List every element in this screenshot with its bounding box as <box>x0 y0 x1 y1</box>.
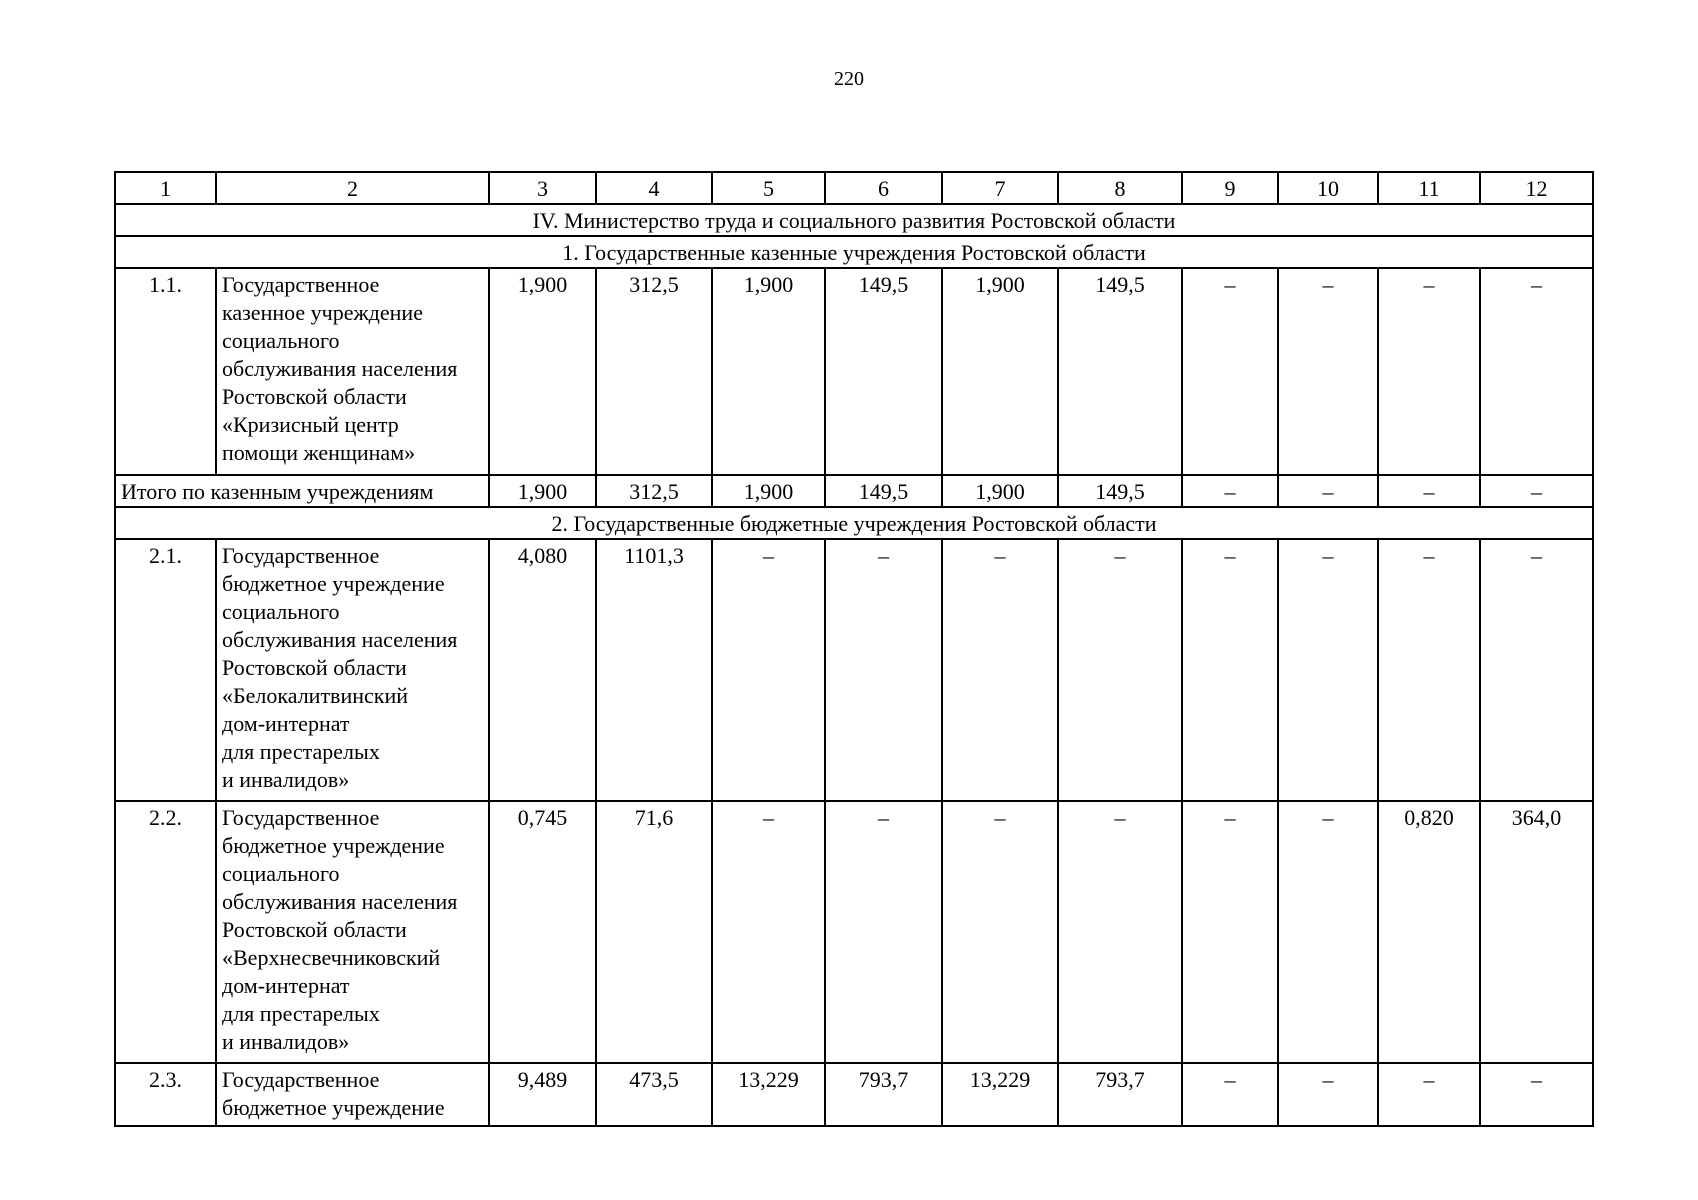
value-cell: – <box>1480 268 1593 475</box>
value-cell: 4,080 <box>489 539 596 801</box>
value-cell: – <box>1058 801 1182 1063</box>
ministry-heading: IV. Министерство труда и социального развития Ростовской области <box>115 204 1593 236</box>
column-number: 5 <box>712 172 825 204</box>
column-number: 3 <box>489 172 596 204</box>
value-cell: – <box>1278 1063 1378 1126</box>
column-number: 6 <box>825 172 942 204</box>
value-cell: 1,900 <box>489 268 596 475</box>
total-value: 1,900 <box>942 475 1058 507</box>
value-cell: – <box>712 539 825 801</box>
section-heading: 2. Государственные бюджетные учреждения Ростовской области <box>115 507 1593 539</box>
total-value: – <box>1378 475 1480 507</box>
value-cell: – <box>1378 539 1480 801</box>
value-cell: 1101,3 <box>596 539 712 801</box>
value-cell: 0,820 <box>1378 801 1480 1063</box>
total-row <box>115 475 1593 507</box>
ministry-heading-row <box>115 204 1593 236</box>
row-number: 1.1. <box>115 268 216 475</box>
column-number: 2 <box>216 172 489 204</box>
total-value: 1,900 <box>489 475 596 507</box>
row-number: 2.1. <box>115 539 216 801</box>
total-value: 149,5 <box>825 475 942 507</box>
table-row <box>115 801 1593 1063</box>
value-cell: 13,229 <box>942 1063 1058 1126</box>
value-cell: – <box>1278 539 1378 801</box>
column-number: 9 <box>1182 172 1278 204</box>
value-cell: – <box>825 801 942 1063</box>
value-cell: – <box>825 539 942 801</box>
value-cell: 0,745 <box>489 801 596 1063</box>
value-cell: – <box>1182 1063 1278 1126</box>
value-cell: 364,0 <box>1480 801 1593 1063</box>
value-cell: – <box>1182 539 1278 801</box>
value-cell: – <box>1480 1063 1593 1126</box>
value-cell: – <box>712 801 825 1063</box>
institution-name: Государственное бюджетное учреждение социального обслуживания населения Ростовской области «Верхнесвечниковский дом-интернат для престарелых и инвалидов» <box>216 801 489 1063</box>
value-cell: – <box>1182 801 1278 1063</box>
column-number: 7 <box>942 172 1058 204</box>
value-cell: – <box>942 539 1058 801</box>
value-cell: 71,6 <box>596 801 712 1063</box>
value-cell: 149,5 <box>1058 268 1182 475</box>
section-heading-row <box>115 507 1593 539</box>
value-cell: 149,5 <box>825 268 942 475</box>
total-value: 312,5 <box>596 475 712 507</box>
value-cell: – <box>1378 268 1480 475</box>
value-cell: 473,5 <box>596 1063 712 1126</box>
row-number: 2.3. <box>115 1063 216 1126</box>
column-number: 1 <box>115 172 216 204</box>
row-number: 2.2. <box>115 801 216 1063</box>
table-row <box>115 1063 1593 1126</box>
column-number: 12 <box>1480 172 1593 204</box>
section-heading-row <box>115 236 1593 268</box>
institution-name: Государственное казенное учреждение социального обслуживания населения Ростовской области «Кризисный центр помощи женщинам» <box>216 268 489 475</box>
value-cell: 793,7 <box>825 1063 942 1126</box>
total-value: 1,900 <box>712 475 825 507</box>
value-cell: 312,5 <box>596 268 712 475</box>
value-cell: 1,900 <box>942 268 1058 475</box>
value-cell: 1,900 <box>712 268 825 475</box>
value-cell: – <box>1182 268 1278 475</box>
table-row <box>115 539 1593 801</box>
table-row <box>115 268 1593 475</box>
column-number: 11 <box>1378 172 1480 204</box>
value-cell: – <box>1278 268 1378 475</box>
value-cell: 13,229 <box>712 1063 825 1126</box>
value-cell: 793,7 <box>1058 1063 1182 1126</box>
column-number: 10 <box>1278 172 1378 204</box>
value-cell: 9,489 <box>489 1063 596 1126</box>
total-value: 149,5 <box>1058 475 1182 507</box>
column-number-row <box>115 172 1593 204</box>
total-value: – <box>1182 475 1278 507</box>
value-cell: – <box>1378 1063 1480 1126</box>
institution-name: Государственное бюджетное учреждение <box>216 1063 489 1126</box>
total-value: – <box>1278 475 1378 507</box>
page-number: 220 <box>834 68 864 90</box>
data-table <box>114 171 1594 1127</box>
total-value: – <box>1480 475 1593 507</box>
column-number: 8 <box>1058 172 1182 204</box>
institution-name: Государственное бюджетное учреждение социального обслуживания населения Ростовской области «Белокалитвинский дом-интернат для престарелых и инвалидов» <box>216 539 489 801</box>
column-number: 4 <box>596 172 712 204</box>
value-cell: – <box>1480 539 1593 801</box>
value-cell: – <box>1278 801 1378 1063</box>
total-label: Итого по казенным учреждениям <box>115 475 489 507</box>
section-heading: 1. Государственные казенные учреждения Ростовской области <box>115 236 1593 268</box>
value-cell: – <box>1058 539 1182 801</box>
value-cell: – <box>942 801 1058 1063</box>
